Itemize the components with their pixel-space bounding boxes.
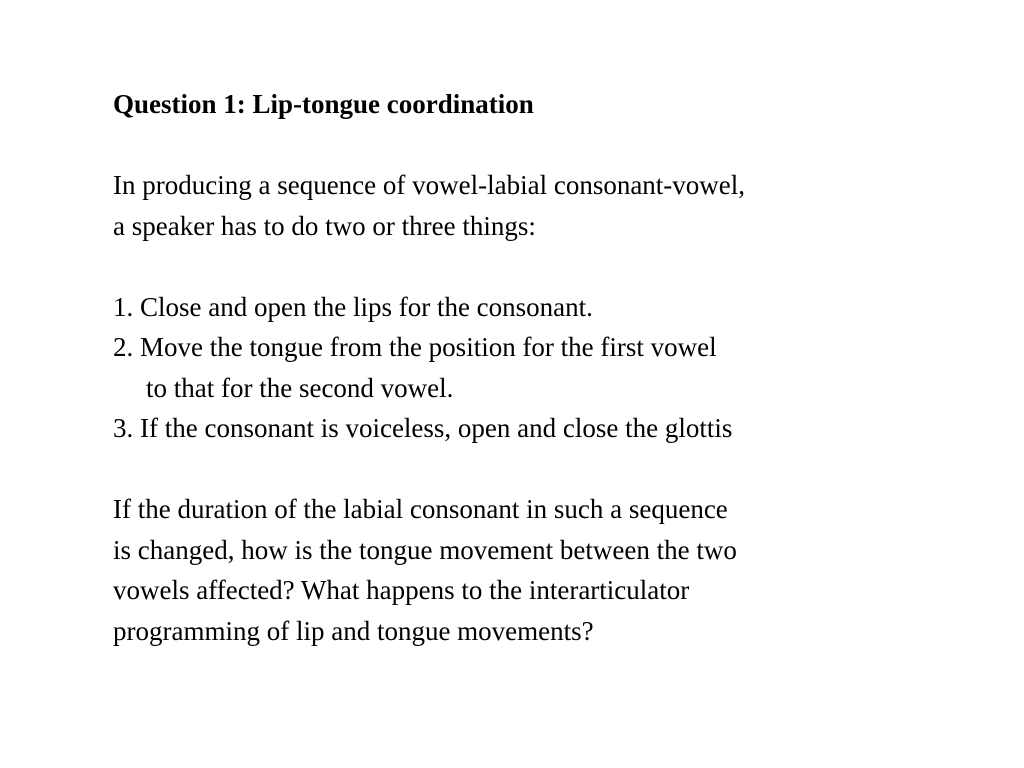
step-2: 2. Move the tongue from the position for the first vowel <box>113 332 717 362</box>
question-line: programming of lip and tongue movements? <box>113 615 594 646</box>
spacer <box>113 246 993 287</box>
question-paragraph <box>113 489 993 651</box>
question-line: vowels affected? What happens to the interarticulator <box>113 575 690 605</box>
step-3: 3. If the consonant is voiceless, open and close the glottis <box>113 413 733 443</box>
question-line: is changed, how is the tongue movement between the two <box>113 534 737 565</box>
question-line: If the duration of the labial consonant in such a sequence <box>113 494 728 524</box>
slide-content <box>113 84 993 651</box>
intro-paragraph <box>113 165 993 246</box>
slide-title: Question 1: Lip-tongue coordination <box>113 89 534 119</box>
intro-line: a speaker has to do two or three things: <box>113 210 536 241</box>
step-2-continuation: to that for the second vowel. <box>146 372 454 403</box>
steps-list <box>113 287 993 449</box>
step-1: 1. Close and open the lips for the consonant. <box>113 291 593 322</box>
spacer <box>113 449 993 490</box>
intro-line: In producing a sequence of vowel-labial consonant-vowel, <box>113 170 746 200</box>
spacer <box>113 125 993 166</box>
